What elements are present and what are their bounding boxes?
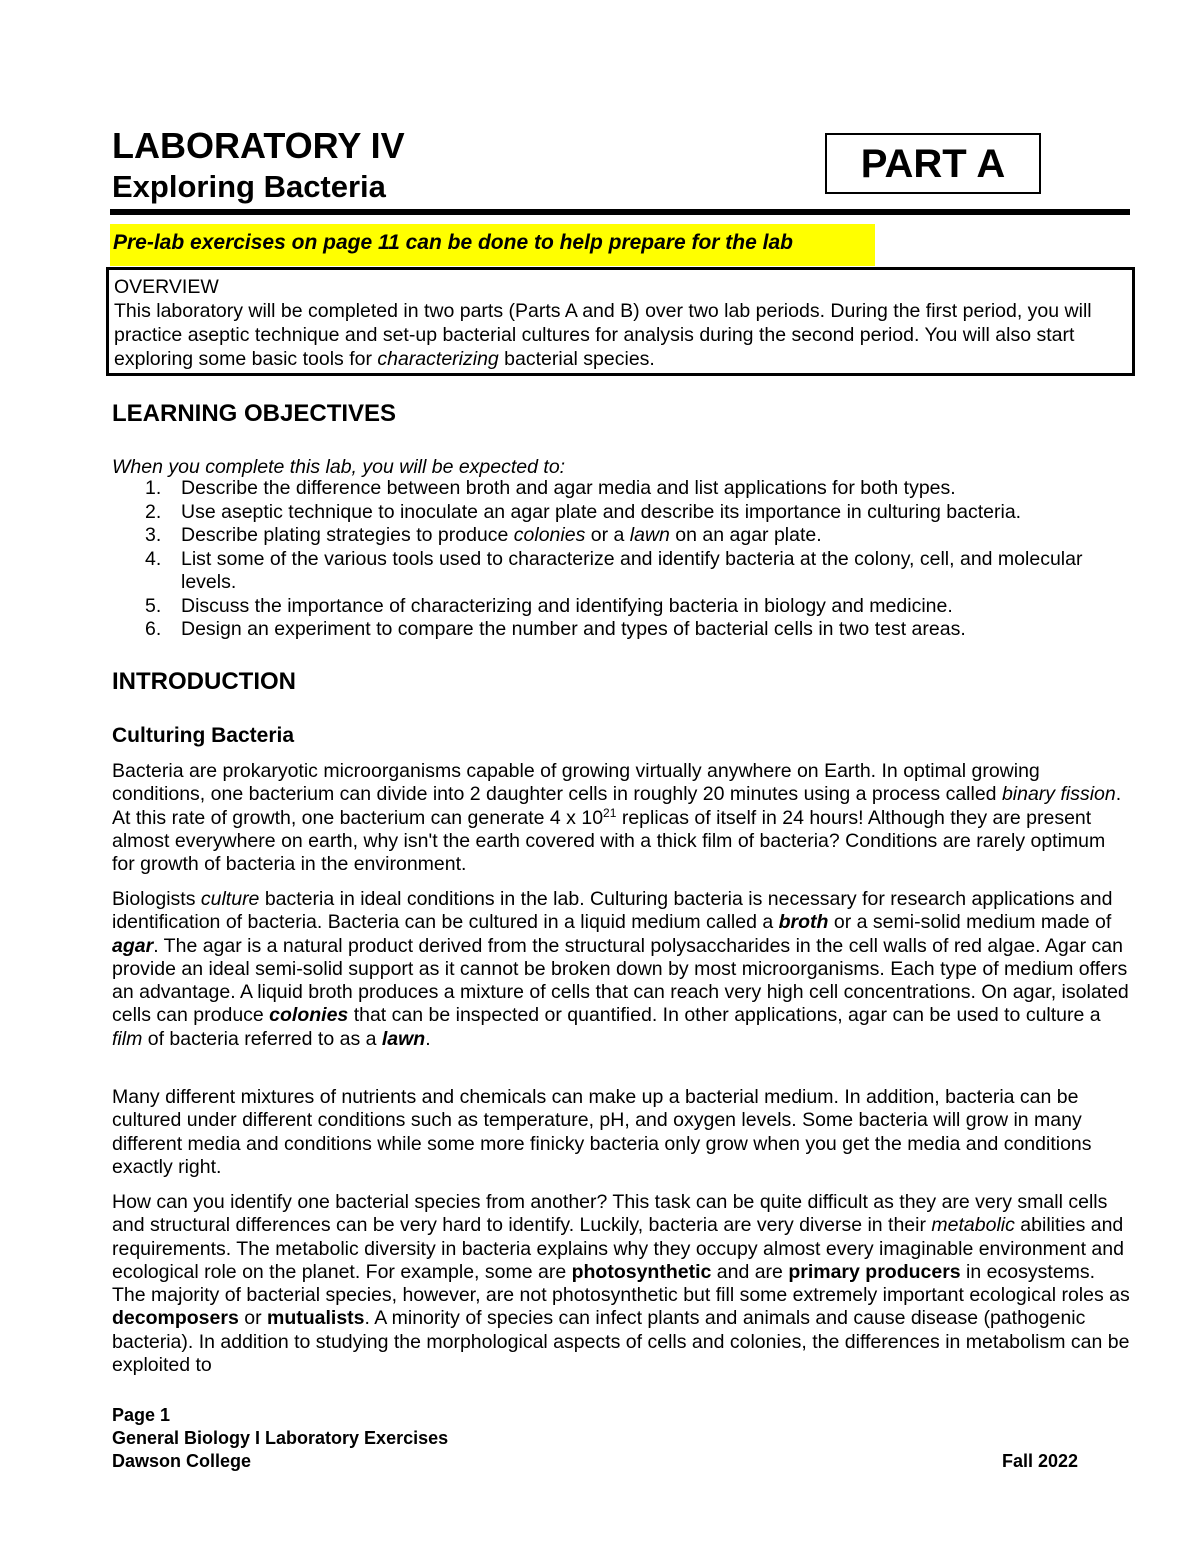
objective-item: 2. Use aseptic technique to inoculate an agar plate and describe its importance in culturing bacteria. bbox=[145, 500, 1022, 523]
objectives-intro: When you complete this lab, you will be expected to: bbox=[112, 456, 566, 478]
objective-item: 4. List some of the various tools used to characterize and identify bacteria at the colony, cell, and molecular levels. bbox=[145, 547, 1083, 593]
intro-paragraph-2: Biologists culture bacteria in ideal conditions in the lab. Culturing bacteria is necessary for research applications and identification of bacteria. Bacteria can be cultured in a liquid medium called a broth or a semi-solid medium made of agar. The agar is a natural product derived from the structural polysaccharides in the cell walls of red algae. Agar can provide an ideal semi-solid support as it cannot be broken down by most microorganisms. Each type of medium offers an advantage. A liquid broth produces a mixture of cells that can reach very high cell concentrations. On agar, isolated cells can produce colonies that can be inspected or quantified. In other applications, agar can be used to culture a film of bacteria referred to as a lawn. bbox=[112, 888, 1129, 1050]
culturing-subheading: Culturing Bacteria bbox=[112, 724, 295, 747]
objective-item: 6. Design an experiment to compare the number and types of bacterial cells in two test areas. bbox=[145, 618, 966, 640]
intro-paragraph-3: Many different mixtures of nutrients and chemicals can make up a bacterial medium. In addition, bacteria can be cultured under different conditions such as temperature, pH, and oxygen levels. Some bacteria will grow in many different media and conditions while some more finicky bacteria only grow when you get the media and conditions exactly right. bbox=[112, 1086, 1092, 1178]
prelab-note: Pre-lab exercises on page 11 can be done to help prepare for the lab bbox=[110, 224, 875, 266]
objective-item: 1. Describe the difference between broth and agar media and list applications for both types. bbox=[145, 477, 956, 499]
objectives-heading: LEARNING OBJECTIVES bbox=[112, 400, 397, 427]
objective-item: 5. Discuss the importance of characterizing and identifying bacteria in biology and medicine. bbox=[145, 594, 953, 617]
term-label: Fall 2022 bbox=[1002, 1451, 1079, 1471]
college-name: Dawson College bbox=[112, 1451, 252, 1471]
part-label-box: PART A bbox=[825, 133, 1041, 194]
objective-item: 3. Describe plating strategies to produce colonies or a lawn on an agar plate. bbox=[145, 524, 822, 546]
lab-subtitle: Exploring Bacteria bbox=[112, 169, 386, 204]
course-name: General Biology I Laboratory Exercises bbox=[112, 1428, 449, 1448]
page-number: Page 1 bbox=[112, 1405, 171, 1425]
objectives-list bbox=[112, 477, 1132, 642]
intro-paragraph-4: How can you identify one bacterial species from another? This task can be quite difficult as they are very small cells and structural differences can be very hard to identify. Luckily, bacteria are very diverse in their metabolic abilities and requirements. The metabolic diversity in bacteria explains why they occupy almost every imaginable environment and ecological role on the planet. For example, some are photosynthetic and are primary producers in ecosystems. The majority of bacterial species, however, are not photosynthetic but fill some extremely important ecological roles as decomposers or mutualists. A minority of species can infect plants and animals and cause disease (pathogenic bacteria). In addition to studying the morphological aspects of cells and colonies, the differences in metabolism can be exploited to bbox=[112, 1191, 1130, 1377]
overview-heading: OVERVIEW bbox=[114, 276, 219, 298]
introduction-heading: INTRODUCTION bbox=[112, 668, 296, 695]
intro-paragraph-1: Bacteria are prokaryotic microorganisms capable of growing virtually anywhere on Earth. In optimal growing conditions, one bacterium can divide into 2 daughter cells in roughly 20 minutes using a process called binary fission. At this rate of growth, one bacterium can generate 4 x $10^{21}$ replicas of itself in 24 hours! Although they are present almost everywhere on earth, why isn't the earth covered with a thick film of bacteria? Conditions are rarely optimum for growth of bacteria in the environment. bbox=[112, 760, 1122, 876]
lab-title: LABORATORY IV bbox=[112, 125, 405, 166]
title-divider bbox=[110, 209, 1130, 215]
overview-box bbox=[106, 267, 1135, 376]
page-footer bbox=[112, 1404, 448, 1473]
overview-text: This laboratory will be completed in two parts (Parts A and B) over two lab periods. During the first period, you will practice aseptic technique and set-up bacterial cultures for analysis during the second period. You will also start exploring some basic tools for characterizing bacterial species. bbox=[114, 300, 1092, 370]
